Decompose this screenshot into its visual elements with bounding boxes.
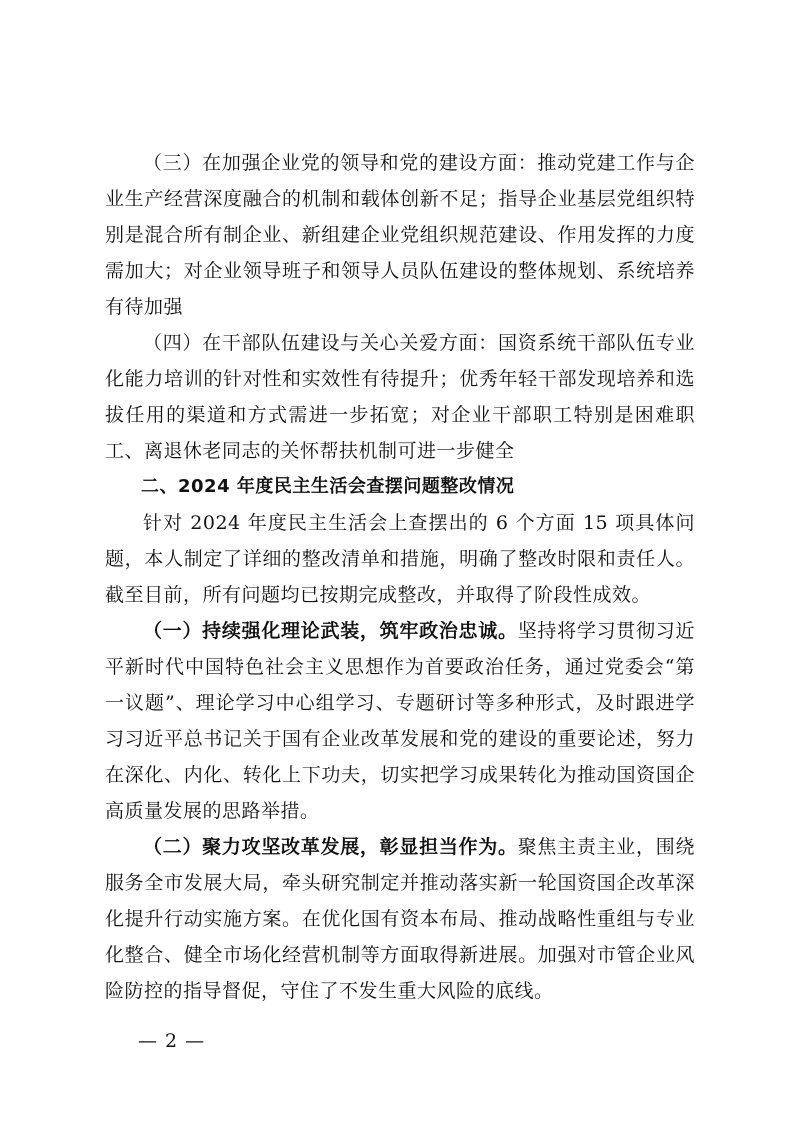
document-body [105, 145, 695, 1009]
paragraph-theory-study [105, 613, 695, 829]
page-number: — 2 — [138, 1030, 206, 1052]
paragraph-text: 聚焦主责主业，围绕服务全市发展大局，牵头研究制定并推动落实新一轮国资国企改革深化提升行动实施方案。在优化国有资本布局、推动战略性重组与专业化整合、健全市场化经营机制等方面取得新进展。加强对市管企业风险防控的指导督促，守住了不发生重大风险的底线。 [105, 836, 695, 1002]
paragraph-reform-development [105, 829, 695, 1009]
section-heading: 二、2024 年度民主生活会查摆问题整改情况 [141, 476, 515, 497]
paragraph-text: （三）在加强企业党的领导和党的建设方面：推动党建工作与企业生产经营深度融合的机制和载体创新不足；指导企业基层党组织特别是混合所有制企业、新组建企业党组织规范建设、作用发挥的力度需加大；对企业领导班子和领导人员队伍建设的整体规划、系统培养有待加强 [105, 152, 695, 318]
paragraph-lead: （二）聚力攻坚改革发展，彰显担当作为。 [143, 836, 518, 858]
paragraph-lead: （一）持续强化理论武装，筑牢政治忠诚。 [143, 620, 518, 642]
paragraph-text: （四）在干部队伍建设与关心关爱方面：国资系统干部队伍专业化能力培训的针对性和实效性有待提升；优秀年轻干部发现培养和选拔任用的渠道和方式需进一步拓宽；对企业干部职工特别是困难职工、离退休老同志的关怀帮扶机制可进一步健全 [105, 332, 695, 462]
paragraph-party-building [105, 145, 695, 325]
paragraph-rectification-summary [105, 505, 695, 613]
paragraph-text: 针对 2024 年度民主生活会上查摆出的 6 个方面 15 项具体问题，本人制定了详细的整改清单和措施，明确了整改时限和责任人。截至目前，所有问题均已按期完成整改，并取得了阶段性成效。 [105, 512, 695, 606]
paragraph-cadre-team [105, 325, 695, 469]
paragraph-text: 坚持将学习贯彻习近平新时代中国特色社会主义思想作为首要政治任务，通过党委会“第一议题”、理论学习中心组学习、专题研讨等多种形式，及时跟进学习习近平总书记关于国有企业改革发展和党的建设的重要论述，努力在深化、内化、转化上下功夫，切实把学习成果转化为推动国资国企高质量发展的思路举措。 [105, 620, 695, 822]
